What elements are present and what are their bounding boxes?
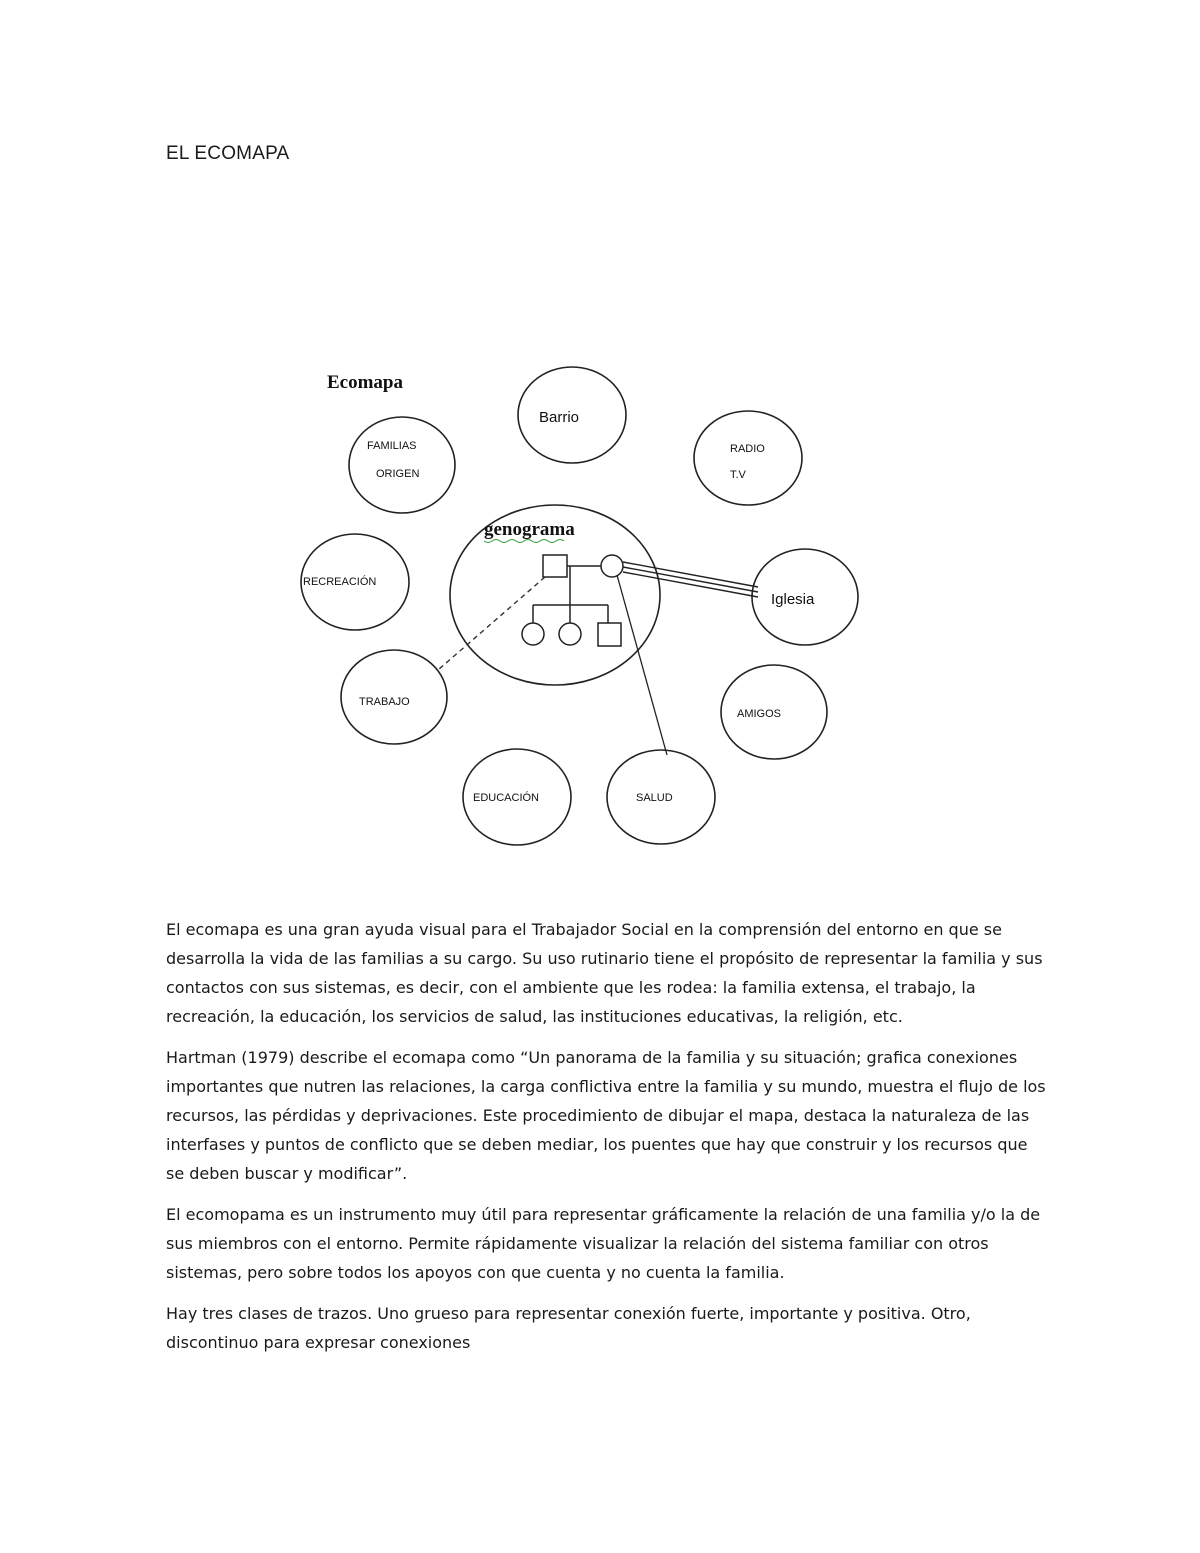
paragraph-trazos: Hay tres clases de trazos. Uno grueso para representar conexión fuerte, importante y positiva. Otro, discontinuo para expresar conexiones bbox=[166, 1304, 971, 1352]
svg-text:RADIO: RADIO bbox=[730, 443, 765, 455]
svg-text:FAMILIAS: FAMILIAS bbox=[367, 440, 417, 452]
ecomapa-figure bbox=[290, 355, 870, 855]
genograma-label: genograma bbox=[484, 519, 575, 540]
node-trabajo bbox=[341, 650, 447, 744]
svg-text:EDUCACIÓN: EDUCACIÓN bbox=[473, 792, 540, 804]
svg-text:Barrio: Barrio bbox=[539, 409, 580, 426]
child-male bbox=[598, 623, 621, 646]
svg-text:AMIGOS: AMIGOS bbox=[737, 708, 782, 720]
child-female-2 bbox=[559, 623, 581, 645]
female-symbol bbox=[601, 555, 623, 577]
svg-text:T.V: T.V bbox=[730, 469, 746, 481]
node-familias-origen bbox=[349, 417, 455, 513]
svg-text:TRABAJO: TRABAJO bbox=[359, 696, 410, 708]
svg-text:RECREACIÓN: RECREACIÓN bbox=[303, 576, 377, 588]
paragraph-intro: El ecomapa es una gran ayuda visual para el Trabajador Social en la comprensión del entorno en que se desarrolla la vida de las familias a su cargo. Su uso rutinario tiene el propósito de representar la familia y sus contactos con sus sistemas, es decir, con el ambiente que les rodea: la familia extensa, el trabajo, la recreación, la educación, los servicios de salud, las instituciones educativas, la religión, etc. bbox=[166, 920, 1043, 1026]
node-barrio bbox=[518, 367, 626, 463]
node-radio-tv bbox=[694, 411, 802, 505]
page-title: EL ECOMAPA bbox=[166, 143, 290, 164]
genogram-symbols bbox=[522, 555, 623, 646]
node-educacion bbox=[463, 749, 571, 845]
connection-iglesia-strong bbox=[623, 562, 758, 597]
paragraph-instrument: El ecomopama es un instrumento muy útil para representar gráficamente la relación de una familia y/o la de sus miembros con el entorno. Permite rápidamente visualizar la relación del sistema familiar con otros sistemas, pero sobre todos los apoyos con que cuenta y no cuenta la familia. bbox=[166, 1205, 1041, 1282]
child-female-1 bbox=[522, 623, 544, 645]
node-amigos bbox=[721, 665, 827, 759]
svg-text:Iglesia: Iglesia bbox=[771, 591, 815, 608]
ecomapa-diagram bbox=[290, 355, 870, 855]
svg-text:ORIGEN: ORIGEN bbox=[376, 468, 420, 480]
figure-title: Ecomapa bbox=[327, 372, 403, 393]
svg-text:SALUD: SALUD bbox=[636, 792, 673, 804]
node-salud bbox=[607, 750, 715, 844]
node-recreacion bbox=[301, 534, 409, 630]
node-iglesia bbox=[752, 549, 858, 645]
body-text bbox=[166, 915, 1046, 1369]
paragraph-hartman-quote: Hartman (1979) describe el ecomapa como “Un panorama de la familia y su situación; grafica conexiones importantes que nutren las relaciones, la carga conflictiva entre la familia y su mundo, muestra el flujo de los recursos, las pérdidas y deprivaciones. Este procedimiento de dibujar el mapa, destaca la naturaleza de las interfases y puntos de conflicto que se deben mediar, los puentes que hay que construir y los recursos que se deben buscar y modificar”. bbox=[166, 1048, 1046, 1183]
male-symbol bbox=[543, 555, 567, 577]
